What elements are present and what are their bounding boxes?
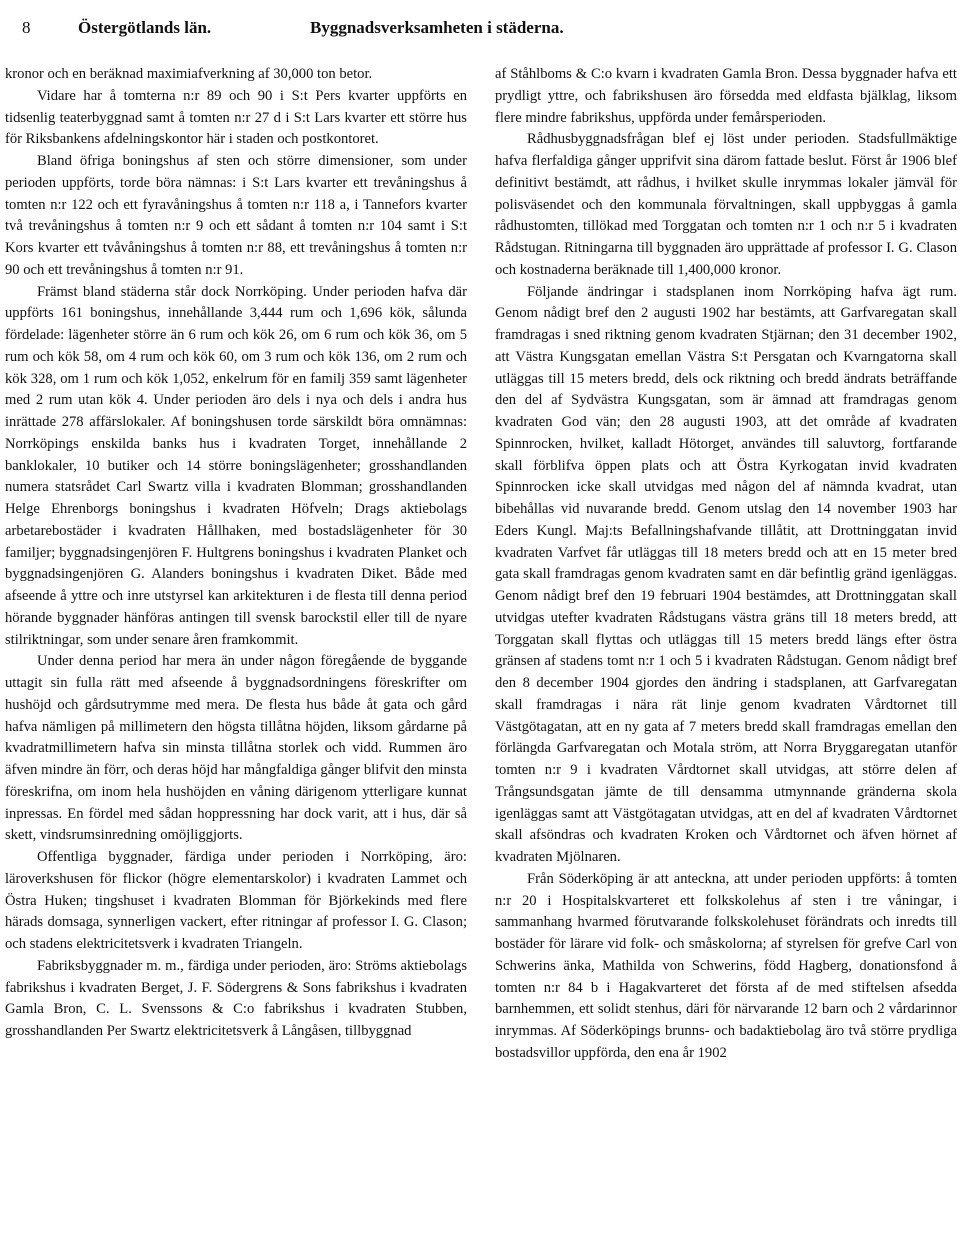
paragraph: Vidare har å tomterna n:r 89 och 90 i S:t Pers kvarter uppförts en tidsenlig teaterbyggnad samt å tomten n:r 27 d i S:t Lars kvarter ett större hus för Riksbankens afdelningskontor här i staden och postkontoret. bbox=[5, 87, 467, 148]
paragraph: Bland öfriga boningshus af sten och större dimensioner, som under perioden uppförts, torde böra nämnas: i S:t Lars kvarter ett trevåningshus å tomten n:r 122 och ett fyravåningshus å tomten n:r 118 a, i Tannefors kvarter två trevåningshus å tomten n:r 9 och ett sådant å tomten n:r 104 samt i S:t Kors kvarter ett tvåvåningshus å tomten n:r 88, ett trevåningshus å tomten n:r 90 och ett trevåningshus å tomten n:r 91. bbox=[5, 153, 467, 278]
paragraph: Följande ändringar i stadsplanen inom Norrköping hafva ägt rum. Genom nådigt bref den 2 augusti 1902 har bestämts, att Garfvaregatan skall framdragas i sned riktning genom kvadraten Stjärnan; den 31 december 1902, att Västra Kungsgatan emellan Västra S:t Persgatan och Kvarngatorna skall utläggas till 15 meters bredd, dels ock riktning och bredd ändrats beträffande den del af Sydvästra Kungsgatan, som är ämnad att framdragas genom kvadraten God vän; den 28 augusti 1903, att det område af kvadraten Spinnrocken, hvilket, kalladt Hötorget, användes till saluvtorg, fortfarande skall förblifva öppen plats och att Östra Kyrkogatan invid kvadraten Spinnrocken icke skall utvidgas med någon del af nämnda kvadrat, utan bibehållas vid nuvarande bredd. Genom utslag den 14 november 1903 har Eders Kungl. Maj:ts Befallningshafvande tillåtit, att Drottninggatan invid kvadraten Varfvet får utläggas till 18 meters bredd och att en 15 meter bred gata skall framdragas genom kvadraten samt en där befintlig gränd igenläggas. Genom nådigt bref den 19 februari 1904 bestämdes, att Drottninggatan skall utvidgas utefter kvadraten Rådstugans västra gräns till 18 meters bredd, att Torggatan skall flyttas och utläggas till 15 meters bredd längs efter östra gränsen af stadens tomt n:r 1 och 5 i kvadraten Rådstugan. Genom nådigt bref den 8 december 1904 gjordes den ändring i stadsplanen, att Garfvaregatan skall framdragas i nära rät linje genom kvadraten Vårdtornet till Västgötagatan, att en ny gata af 7 meters bredd skall framdragas emellan den förlängda Garfvaregatan och Motala ström, att Norra Bryggaregatan utanför tomten n:r 9 i kvadraten Vårdtornet skall utvidgas, att större delen af Trångsundsgatan jämte de till densamma utmynnande gränderna skola igenläggas samt att Västgötagatan utvidgas, att en del af kvadraten Vårdtornet skall afsöndras och kvadraten Kroken och Vårdtornet och äfven hörnet af kvadraten Mjölnaren. bbox=[495, 283, 957, 865]
paragraph: Från Söderköping är att anteckna, att under perioden uppförts: å tomten n:r 20 i Hospitalskvarteret ett folkskolehus af sten i tre våningar, i sammanhang hvarmed förutvarande folkskolehuset förändrats och inredts till bostäder för lärare vid folk- och småskolorna; af styrelsen för grefve Carl von Schwerins änka, Mathilda von Schwerins, född Hagberg, donationsfond å tomten n:r 84 b i Hagakvarteret det första af de med stiftelsen afsedda barnhemmen, ett solidt stenhus, däri för närvarande 12 barn och 2 vårdarinnor inrymmas. Af Söderköpings brunns- och badaktiebolag äro två större prydliga bostadsvillor uppförda, den ena år 1902 bbox=[495, 870, 957, 1061]
paragraph: Fabriksbyggnader m. m., färdiga under perioden, äro: Ströms aktiebolags fabrikshus i kvadraten Berget, J. F. Södergrens & Sons fabrikshus i kvadraten Gamla Bron, C. L. Svenssons & C:o fabrikshus i kvadraten Stubben, grosshandlanden Per Swartz elektricitetsverk å Långåsen, tillbyggnad bbox=[5, 957, 467, 1039]
paragraph: Rådhusbyggnadsfrågan blef ej löst under perioden. Stadsfullmäktige hafva flerfaldiga gånger upprifvit sina därom fattade beslut. Först år 1906 blef definitivt bestämdt, att rådhus, i hvilket skulle inrymmas lokaler jämväl för polisväsendet och den kommunala förvaltningen, skall uppbyggas å gamla rådhustomten, tillökad med Torggatan och tomten n:r 1 och n:r 5 i kvadraten Rådstugan. Ritningarna till byggnaden äro upprättade af professor I. G. Clason och kostnaderna beräknade till 1,400,000 kronor. bbox=[495, 131, 957, 278]
right-column bbox=[495, 64, 957, 1065]
running-head-topic: Byggnadsverksamheten i städerna. bbox=[310, 18, 564, 37]
paragraph: Främst bland städerna står dock Norrköping. Under perioden hafva där uppförts 161 boningshus, innehållande 3,444 rum och 1,696 kök, sålunda fördelade: lägenheter större än 6 rum och kök 26, om 6 rum och kök 36, om 5 rum och kök 58, om 4 rum och kök 60, om 3 rum och kök 136, om 2 rum och kök 328, om 1 rum och kök 1,052, enkelrum för en familj 359 samt lägenheter med 2 rum utan kök 4. Under perioden äro dels i nya och dels i andra hus inrättade 278 affärslokaler. Af boningshusen torde särskildt böra omnämnas: Norrköpings enskilda banks hus i kvadraten Torget, innehållande 2 banklokaler, 10 butiker och 14 större boningslägenheter; grosshandlanden numera statsrådet Carl Swartz villa i kvadraten Blomman; grosshandlanden Helge Ehrenborgs boningshus i kvadraten Höfveln; Drags aktiebolags arbetarebostäder i kvadraten Hållhaken, med bostadslägenheter för 30 familjer; byggnadsingenjören F. Hultgrens boningshus i kvadraten Planket och byggnadsingenjören G. Alanders boningshus i kvadraten Diket. Både med afseende å yttre och inre utstyrsel kan arkitekturen i de flesta till denna period hörande byggnader hänföras antingen till svensk barockstil eller till de nyare stilriktningar, som under senare åren framkommit. bbox=[5, 283, 467, 648]
paragraph: Under denna period har mera än under någon föregående de byggande uttagit sin fulla rätt med afseende å byggnadsordningens föreskrifter om hushöjd och gårdsutrymme med mera. De flesta hus både åt gata och gård hafva nämligen på millimetern den högsta tillåtna höjden, liksom gårdarne på kvadratmillimetern hafva sin minsta tillåtna storlek och vidd. Rummen äro äfven mindre än förr, och deras höjd har mångfaldiga gånger blifvit den minsta föreskrifna, om inom hela hushöjden en våning därigenom ytterligare kunnat inpressas. En fördel med sådan hoppressning har dock varit, att i hus, där så skett, vindsrumsinredning omöjliggjorts. bbox=[5, 653, 467, 844]
paragraph: Offentliga byggnader, färdiga under perioden i Norrköping, äro: läroverkshusen för flickor (högre elementarskolor) i kvadraten Lammet och Östra Huken; tingshuset i kvadraten Blomman för Björkekinds med flere härads domsaga, synnerligen vackert, efter ritningar af professor I. G. Clason; och stadens elektricitetsverk i kvadraten Triangeln. bbox=[5, 849, 467, 952]
left-column bbox=[5, 64, 467, 1043]
paragraph: kronor och en beräknad maximiafverkning af 30,000 ton betor. bbox=[5, 66, 373, 82]
page-header bbox=[10, 18, 950, 46]
page-number: 8 bbox=[22, 18, 31, 37]
running-head-county: Östergötlands län. bbox=[78, 18, 212, 37]
paragraph: af Ståhlboms & C:o kvarn i kvadraten Gamla Bron. Dessa byggnader hafva ett prydligt yttre, och fabrikshusen äro försedda med eldfasta bjälklag, liksom flere mindre fabrikshus, uppförda under femårsperioden. bbox=[495, 66, 957, 126]
